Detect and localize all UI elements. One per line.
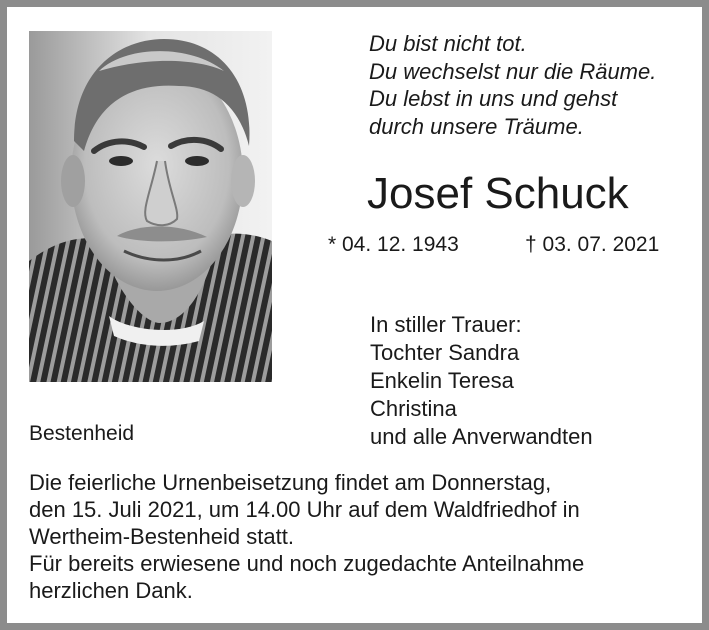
notice-line: Die feierliche Urnenbeisetzung findet am Donnerstag, (29, 470, 552, 495)
place-name: Bestenheid (29, 422, 135, 445)
poem-line: Du bist nicht tot. (369, 31, 527, 56)
mourners-line: Enkelin Teresa (370, 368, 514, 393)
poem-line: durch unsere Träume. (369, 113, 584, 139)
poem (369, 30, 656, 140)
deceased-name: Josef Schuck (367, 169, 629, 218)
mourners-line: Christina (370, 396, 457, 421)
mourners-list (370, 311, 593, 451)
poem-line: Du wechselst nur die Räume. (369, 58, 657, 84)
notice-line: Für bereits erwiesene und noch zugedachte Anteilnahme (29, 551, 585, 576)
notice-line: Wertheim-Bestenheid statt. (29, 524, 294, 549)
funeral-notice (29, 469, 584, 604)
portrait-photo (29, 31, 272, 382)
notice-line: den 15. Juli 2021, um 14.00 Uhr auf dem Waldfriedhof in (29, 497, 580, 522)
birth-date: * 04. 12. 1943 (328, 233, 459, 256)
mourners-line: Tochter Sandra (370, 340, 520, 365)
poem-line: Du lebst in uns und gehst (369, 86, 618, 111)
death-date: † 03. 07. 2021 (525, 233, 660, 256)
mourners-line: In stiller Trauer: (370, 312, 522, 337)
notice-line: herzlichen Dank. (29, 578, 193, 603)
mourners-line: und alle Anverwandten (370, 424, 593, 449)
